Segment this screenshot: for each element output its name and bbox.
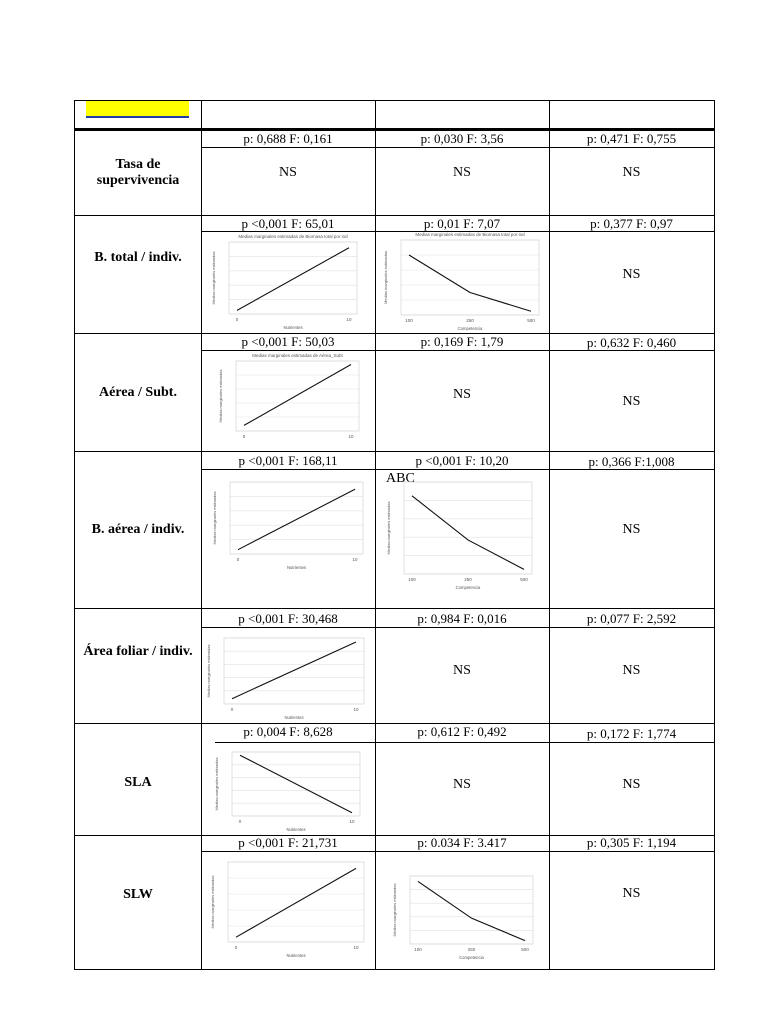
y-axis-label: Medias marginales estimadas — [212, 491, 217, 545]
plot-frame — [401, 240, 539, 315]
ns-value: NS — [453, 777, 471, 792]
x-tick-label: 10 — [349, 819, 355, 824]
ns-value: NS — [279, 165, 297, 180]
stat-text: p: 0,377 F: 0,97 — [590, 216, 673, 231]
series-line — [240, 755, 352, 813]
series-line — [412, 496, 524, 570]
stat-text: p: 0,366 F:1,008 — [588, 454, 675, 469]
stat-text: p: 0,471 F: 0,755 — [586, 131, 677, 146]
y-axis-label: Medias marginales estimadas — [210, 875, 215, 929]
x-tick-label: 250 — [464, 577, 472, 582]
chart-baerea-nutrientes — [206, 472, 371, 572]
ns-value: NS — [622, 394, 641, 409]
table-border-top — [74, 100, 715, 101]
y-axis-label: Medias marginales estimadas — [392, 883, 397, 937]
chart-area-foliar-nutrientes — [200, 628, 372, 722]
stat-text: p: 0,984 F: 0,016 — [417, 611, 507, 626]
chart-slw-nutrientes — [204, 852, 372, 960]
x-axis-label: Competencia — [457, 326, 483, 331]
ns-value: NS — [622, 165, 641, 180]
series-line — [237, 248, 349, 311]
chart-aerea-subt-nutrientes — [212, 351, 367, 449]
series-line — [232, 642, 356, 699]
x-axis-label: Nutrientes — [286, 953, 306, 958]
x-tick-label: 0 — [236, 557, 240, 562]
stat-text: p <0,001 F: 65,01 — [241, 216, 335, 231]
x-tick-label: 250 — [466, 318, 474, 323]
stat-text: p: 0,004 F: 8,628 — [243, 724, 333, 739]
chart-sla-nutrientes — [208, 742, 368, 834]
ns-value: NS — [453, 387, 471, 402]
ns-value: NS — [622, 267, 641, 282]
row-label: Aérea / Subt. — [99, 384, 177, 400]
x-tick-label: 100 — [414, 947, 422, 952]
x-axis-label: Nutrientes — [284, 715, 304, 720]
y-axis-label: Medias marginales estimadas — [386, 501, 391, 555]
chart-title: Medias marginales estimadas de Aérea_Subt — [252, 353, 343, 358]
chart-btotal-nutrientes — [205, 232, 365, 332]
x-tick-label: 250 — [467, 947, 476, 952]
plot-frame — [236, 361, 359, 431]
row-label: Área foliar / indiv. — [83, 644, 193, 659]
row-label: SLA — [124, 775, 152, 790]
stat-divider — [201, 469, 715, 470]
x-tick-label: 10 — [353, 945, 359, 950]
plot-frame — [410, 876, 533, 944]
x-tick-label: 10 — [348, 434, 354, 439]
stat-text: p: 0,632 F: 0,460 — [586, 335, 677, 350]
row-label: SLW — [123, 886, 153, 902]
stat-text: p <0,001 F: 30,468 — [238, 611, 338, 626]
highlight-underline — [86, 116, 189, 118]
x-tick-label: 10 — [346, 317, 352, 322]
plot-frame — [404, 482, 532, 574]
x-tick-label: 0 — [242, 434, 246, 439]
chart-btotal-competencia — [377, 230, 547, 333]
ns-value: NS — [453, 663, 471, 678]
x-tick-label: 100 — [408, 577, 416, 582]
row-label: B. aérea / indiv. — [91, 522, 185, 537]
x-axis-label: Nutrientes — [286, 827, 306, 832]
stat-text: p: 0,077 F: 2,592 — [586, 611, 677, 626]
stat-text: p <0,001 F: 10,20 — [415, 453, 509, 468]
x-tick-label: 500 — [521, 947, 529, 952]
y-axis-label: Medias marginales estimadas — [218, 369, 223, 423]
x-tick-label: 0 — [230, 707, 234, 712]
x-tick-label: 100 — [405, 318, 413, 323]
chart-slw-competencia — [386, 866, 541, 962]
stat-divider — [201, 147, 715, 148]
stat-text: p: 0,688 F: 0,161 — [243, 131, 333, 146]
stat-text: p: 0,169 F: 1,79 — [420, 334, 504, 349]
ns-value: NS — [622, 777, 641, 792]
highlight-marker — [86, 101, 189, 116]
y-axis-label: Medias marginales estimadas — [383, 251, 388, 304]
x-tick-label: 0 — [234, 945, 238, 950]
series-line — [418, 881, 525, 940]
stat-text: p: 0,612 F: 0,492 — [417, 724, 507, 739]
x-tick-label: 0 — [235, 317, 239, 322]
ns-value: NS — [622, 663, 641, 678]
chart-baerea-competencia — [380, 472, 540, 592]
stat-text: p: 0.034 F: 3.417 — [417, 835, 507, 850]
series-line — [236, 868, 356, 937]
x-tick-label: 10 — [353, 707, 359, 712]
series-line — [409, 255, 531, 311]
row-label: B. total / indiv. — [94, 250, 182, 265]
x-axis-label: Competencia — [459, 955, 484, 960]
stat-text: p: 0,305 F: 1,194 — [586, 835, 677, 850]
stat-text: p: 0,030 F: 3,56 — [420, 131, 504, 146]
x-tick-label: 0 — [238, 819, 242, 824]
stat-text: p: 0,01 F: 7,07 — [423, 216, 501, 231]
x-tick-label: 500 — [527, 318, 535, 323]
chart-title: Medias marginales estimadas de Biomasa total por ind — [415, 232, 525, 237]
stat-text: p <0,001 F: 50,03 — [241, 334, 335, 349]
x-axis-label: Competencia — [455, 585, 481, 590]
chart-title: Medias marginales estimadas de Biomasa total por ind — [238, 234, 348, 239]
stat-text: p <0,001 F: 21,731 — [238, 835, 338, 850]
ns-value: NS — [622, 886, 641, 901]
stat-text: p: 0,172 F: 1,774 — [586, 726, 677, 741]
plot-frame — [229, 242, 357, 314]
y-axis-label: Medias marginales estimadas — [214, 757, 219, 811]
y-axis-label: Medias marginales estimadas — [211, 251, 216, 305]
x-axis-label: Nutrientes — [286, 565, 307, 570]
series-line — [238, 489, 355, 549]
x-tick-label: 10 — [352, 557, 358, 562]
abc-note: ABC — [386, 471, 415, 486]
table-border-bottom — [74, 969, 715, 970]
x-tick-label: 500 — [520, 577, 528, 582]
stat-text: p <0,001 F: 168,11 — [238, 453, 338, 468]
ns-value: NS — [622, 522, 641, 537]
series-line — [244, 365, 351, 426]
x-axis-label: Nutrientes — [283, 325, 303, 330]
row-label: Tasa de supervivencia — [96, 157, 180, 188]
ns-value: NS — [453, 165, 471, 180]
y-axis-label: Medias marginales estimadas — [206, 644, 211, 698]
